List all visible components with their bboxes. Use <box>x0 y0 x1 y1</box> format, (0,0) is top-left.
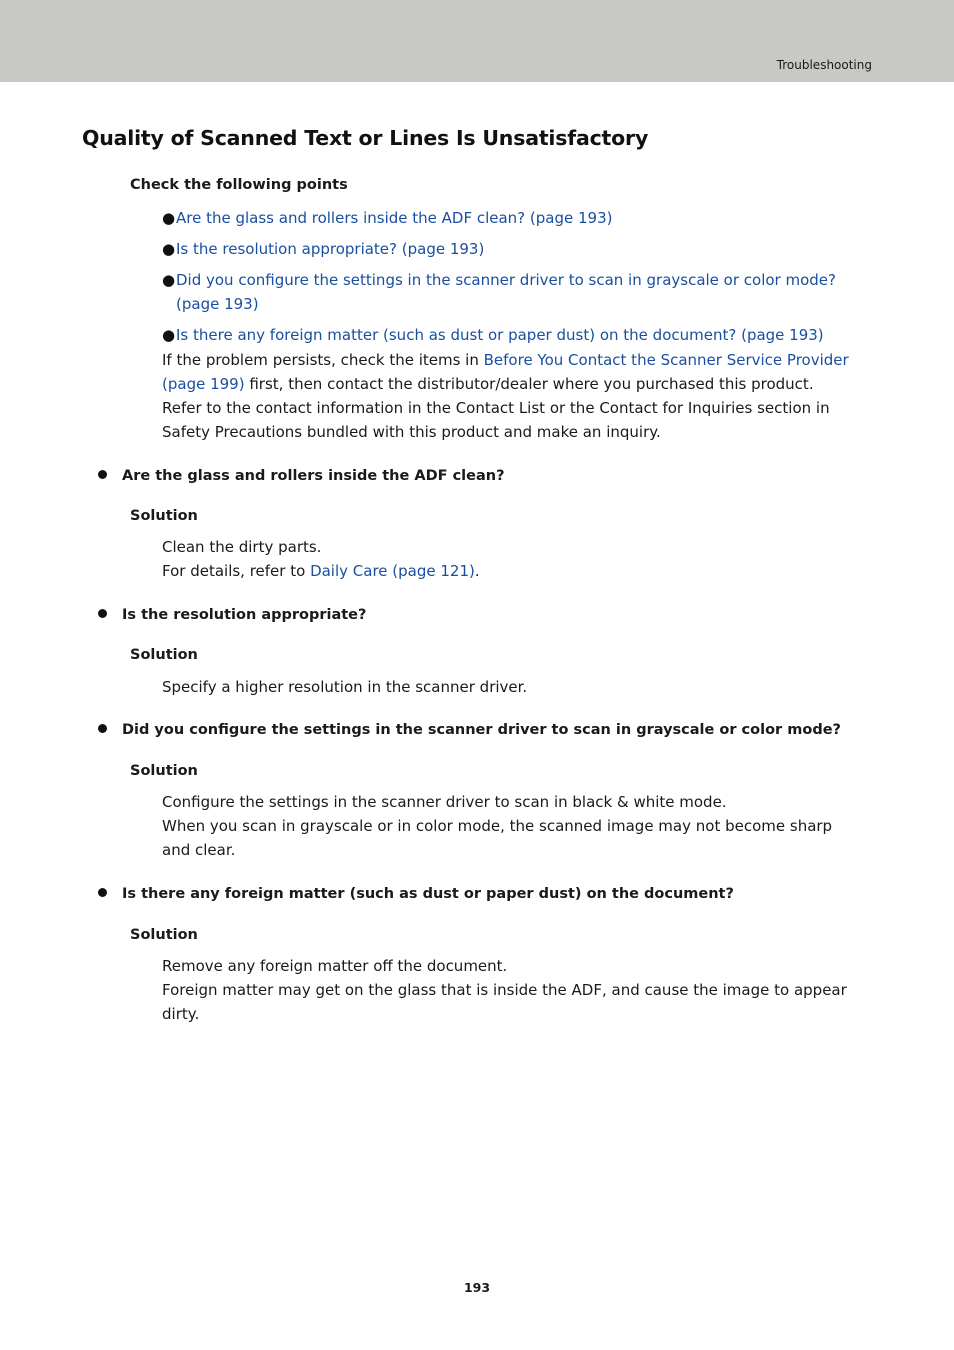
bullet-icon <box>98 888 107 897</box>
bullet-icon: ● <box>162 240 176 258</box>
check-link-resolution[interactable]: Is the resolution appropriate? (page 193) <box>176 240 485 258</box>
persist-paragraph <box>162 348 857 444</box>
solution-text <box>162 954 857 1026</box>
daily-care-link[interactable]: Daily Care (page 121) <box>310 562 475 580</box>
issue-question-text: Are the glass and rollers inside the ADF clean? <box>122 468 505 484</box>
issue-question <box>98 886 734 902</box>
solution-line: Foreign matter may get on the glass that is inside the ADF, and cause the image to appear dirty. <box>162 981 847 1023</box>
solution-label: Solution <box>130 647 198 663</box>
check-item <box>162 206 862 230</box>
issue-question <box>98 607 366 623</box>
issue-question <box>98 722 841 738</box>
solution-text-post: . <box>474 562 480 580</box>
solution-line: Remove any foreign matter off the document. <box>162 957 508 975</box>
check-item <box>162 268 862 316</box>
persist-text-post: first, then contact the distributor/dealer where you purchased this product. Refer to the contact information in the Contact List or the Contact for Inquiries section in Safety Precautions bundled with this product and make an inquiry. <box>162 375 830 441</box>
issue-question-text: Did you configure the settings in the scanner driver to scan in grayscale or color mode? <box>122 722 841 738</box>
solution-label: Solution <box>130 763 198 779</box>
persist-text-pre: If the problem persists, check the items in <box>162 351 484 369</box>
solution-line: Clean the dirty parts. <box>162 538 322 556</box>
solution-text <box>162 790 857 862</box>
bullet-icon <box>98 609 107 618</box>
bullet-icon: ● <box>162 209 176 227</box>
check-heading: Check the following points <box>130 177 348 193</box>
solution-text <box>162 535 857 583</box>
solution-line: Configure the settings in the scanner driver to scan in black & white mode. <box>162 793 727 811</box>
solution-line <box>162 559 857 583</box>
solution-label: Solution <box>130 508 198 524</box>
bullet-icon <box>98 724 107 733</box>
issue-question-text: Is the resolution appropriate? <box>122 607 367 623</box>
solution-label: Solution <box>130 927 198 943</box>
check-item <box>162 237 862 261</box>
page-title: Quality of Scanned Text or Lines Is Unsatisfactory <box>82 126 649 150</box>
section-label: Troubleshooting <box>776 58 872 72</box>
check-link-color-mode[interactable]: Did you configure the settings in the scanner driver to scan in grayscale or color mode? (page 193) <box>176 271 836 313</box>
check-list <box>162 206 862 354</box>
issue-question <box>98 468 505 484</box>
solution-line: When you scan in grayscale or in color mode, the scanned image may not become sharp and clear. <box>162 817 833 859</box>
contact-provider-link[interactable]: Before You Contact the Scanner Service Provider (page 199) <box>162 351 849 393</box>
solution-text <box>162 675 857 699</box>
solution-text-pre: For details, refer to <box>162 562 311 580</box>
page-number: 193 <box>463 1280 491 1295</box>
solution-line: Specify a higher resolution in the scanner driver. <box>162 678 528 696</box>
bullet-icon: ● <box>162 326 176 344</box>
check-link-adf-clean[interactable]: Are the glass and rollers inside the ADF clean? (page 193) <box>176 209 613 227</box>
check-link-foreign-matter[interactable]: Is there any foreign matter (such as dust or paper dust) on the document? (page 193) <box>176 326 824 344</box>
bullet-icon <box>98 470 107 479</box>
issue-question-text: Is there any foreign matter (such as dust or paper dust) on the document? <box>122 886 734 902</box>
check-item <box>162 323 862 347</box>
bullet-icon: ● <box>162 271 176 289</box>
